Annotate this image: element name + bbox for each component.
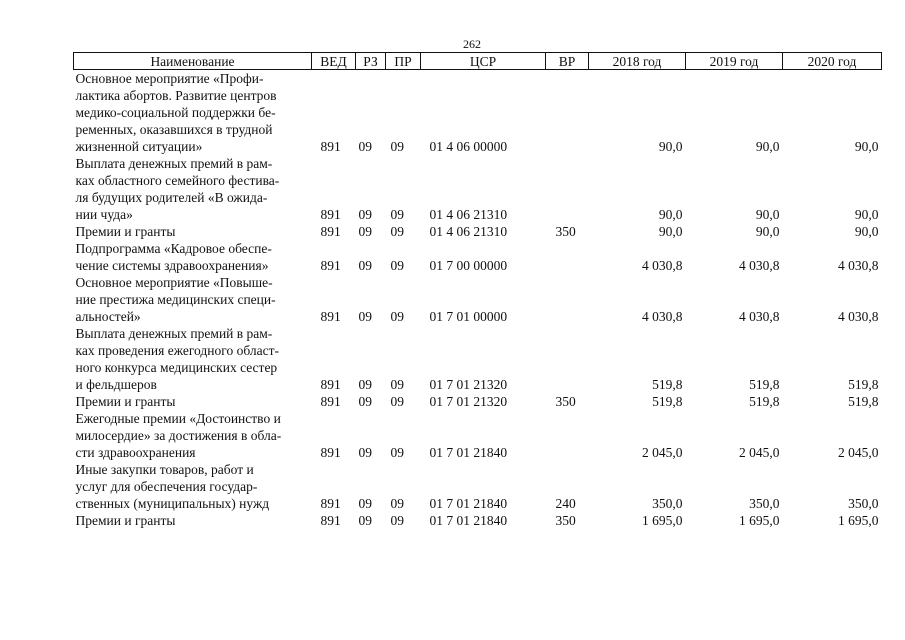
amount-2018-cell: 1 695,0 [642,513,683,528]
table-row [74,461,882,512]
csr-cell: 01 7 00 00000 [429,258,508,273]
name-line: и фельдшеров [75,377,157,392]
amount-2018-cell: 4 030,8 [642,258,683,273]
name-line: ля будущих родителей «В ожида- [75,190,268,205]
table-row [74,393,882,410]
amount-2019-cell: 519,8 [749,394,780,409]
page-number: 262 [463,37,481,51]
header-year-2018: 2018 год [589,53,686,70]
vr-cell: 240 [555,496,576,511]
name-line: милосердие» за достижения в обла- [75,428,282,443]
table-header-row [74,53,882,70]
name-line: Премии и гранты [75,513,176,528]
table-row [74,325,882,393]
ved-cell: 891 [320,309,341,324]
vr-cell: 350 [555,394,576,409]
amount-2020-cell: 90,0 [854,224,879,239]
table-row [74,512,882,529]
name-line: сти здравоохранения [75,445,196,460]
amount-2019-cell: 90,0 [755,224,780,239]
name-line: чение системы здравоохранения» [75,258,269,273]
name-line: ственных (муниципальных) нужд [75,496,270,511]
name-cell [74,70,312,156]
pr-cell: 09 [390,258,404,273]
rz-cell: 09 [358,496,372,511]
vr-cell [546,70,589,156]
amount-2019-cell: 4 030,8 [739,258,780,273]
name-line: Премии и гранты [75,224,176,239]
header-pr: ПР [386,53,421,70]
vr-cell [546,325,589,393]
name-line: медико-социальной поддержки бе- [75,105,276,120]
name-line: ках проведения ежегодного област- [75,343,279,358]
csr-cell: 01 7 01 21320 [429,394,508,409]
rz-cell: 09 [358,139,372,154]
name-line: ках областного семейного фестива- [75,173,280,188]
csr-cell: 01 7 01 21840 [429,496,508,511]
amount-2019-cell: 2 045,0 [739,445,780,460]
vr-cell [546,240,589,274]
amount-2020-cell: 519,8 [848,394,879,409]
header-name: Наименование [74,53,312,70]
name-cell [74,512,312,529]
ved-cell: 891 [320,394,341,409]
ved-cell: 891 [320,258,341,273]
amount-2020-cell: 519,8 [848,377,879,392]
pr-cell: 09 [390,394,404,409]
header-rz: РЗ [356,53,386,70]
name-line: Ежегодные премии «Достоинство и [75,411,281,426]
pr-cell: 09 [390,309,404,324]
header-ved: ВЕД [312,53,356,70]
vr-cell [546,410,589,461]
name-cell [74,274,312,325]
name-line: Основное мероприятие «Профи- [75,71,264,86]
amount-2019-cell: 4 030,8 [739,309,780,324]
amount-2018-cell: 4 030,8 [642,309,683,324]
rz-cell: 09 [358,258,372,273]
amount-2019-cell: 519,8 [749,377,780,392]
name-cell [74,410,312,461]
amount-2018-cell: 519,8 [652,394,683,409]
vr-cell: 350 [555,224,576,239]
rz-cell: 09 [358,224,372,239]
ved-cell: 891 [320,377,341,392]
header-year-2020: 2020 год [783,53,882,70]
amount-2019-cell: 1 695,0 [739,513,780,528]
name-cell [74,240,312,274]
amount-2019-cell: 350,0 [749,496,780,511]
name-line: ременных, оказавшихся в трудной [75,122,273,137]
budget-table [73,52,882,529]
table-row [74,70,882,156]
table-row [74,410,882,461]
name-line: Выплата денежных премий в рам- [75,326,273,341]
name-line: жизненной ситуации» [75,139,203,154]
amount-2020-cell: 90,0 [854,207,879,222]
pr-cell: 09 [390,445,404,460]
amount-2019-cell: 90,0 [755,207,780,222]
csr-cell: 01 4 06 00000 [429,139,508,154]
name-cell [74,155,312,223]
header-year-2019: 2019 год [686,53,783,70]
csr-cell: 01 7 01 21840 [429,513,508,528]
pr-cell: 09 [390,496,404,511]
name-line: ного конкурса медицинских сестер [75,360,278,375]
pr-cell: 09 [390,377,404,392]
csr-cell: 01 7 01 21320 [429,377,508,392]
ved-cell: 891 [320,224,341,239]
name-line: Выплата денежных премий в рам- [75,156,273,171]
vr-cell [546,155,589,223]
pr-cell: 09 [390,224,404,239]
vr-cell: 350 [555,513,576,528]
ved-cell: 891 [320,139,341,154]
amount-2018-cell: 90,0 [658,207,683,222]
ved-cell: 891 [320,496,341,511]
csr-cell: 01 7 01 21840 [429,445,508,460]
name-line: Подпрограмма «Кадровое обеспе- [75,241,272,256]
pr-cell: 09 [390,513,404,528]
csr-cell: 01 7 01 00000 [429,309,508,324]
name-line: услуг для обеспечения государ- [75,479,258,494]
header-vr: ВР [546,53,589,70]
name-line: Премии и гранты [75,394,176,409]
amount-2020-cell: 4 030,8 [838,258,879,273]
ved-cell: 891 [320,445,341,460]
pr-cell: 09 [390,139,404,154]
rz-cell: 09 [358,377,372,392]
amount-2019-cell: 90,0 [755,139,780,154]
table-row [74,274,882,325]
name-cell [74,223,312,240]
table-row [74,155,882,223]
ved-cell: 891 [320,513,341,528]
table-body [74,70,882,530]
amount-2018-cell: 90,0 [658,224,683,239]
name-line: ние престижа медицинских специ- [75,292,276,307]
name-cell [74,393,312,410]
amount-2018-cell: 90,0 [658,139,683,154]
rz-cell: 09 [358,309,372,324]
ved-cell: 891 [320,207,341,222]
amount-2020-cell: 90,0 [854,139,879,154]
amount-2020-cell: 1 695,0 [838,513,879,528]
table-row [74,240,882,274]
name-line: нии чуда» [75,207,133,222]
csr-cell: 01 4 06 21310 [429,207,508,222]
name-line: Иные закупки товаров, работ и [75,462,254,477]
amount-2020-cell: 350,0 [848,496,879,511]
amount-2018-cell: 2 045,0 [642,445,683,460]
header-csr: ЦСР [421,53,546,70]
rz-cell: 09 [358,394,372,409]
amount-2020-cell: 2 045,0 [838,445,879,460]
name-line: альностей» [75,309,141,324]
amount-2018-cell: 350,0 [652,496,683,511]
rz-cell: 09 [358,207,372,222]
table-row [74,223,882,240]
vr-cell [546,274,589,325]
name-cell [74,461,312,512]
name-line: Основное мероприятие «Повыше- [75,275,273,290]
csr-cell: 01 4 06 21310 [429,224,508,239]
amount-2018-cell: 519,8 [652,377,683,392]
name-cell [74,325,312,393]
rz-cell: 09 [358,513,372,528]
amount-2020-cell: 4 030,8 [838,309,879,324]
name-line: лактика абортов. Развитие центров [75,88,277,103]
pr-cell: 09 [390,207,404,222]
rz-cell: 09 [358,445,372,460]
